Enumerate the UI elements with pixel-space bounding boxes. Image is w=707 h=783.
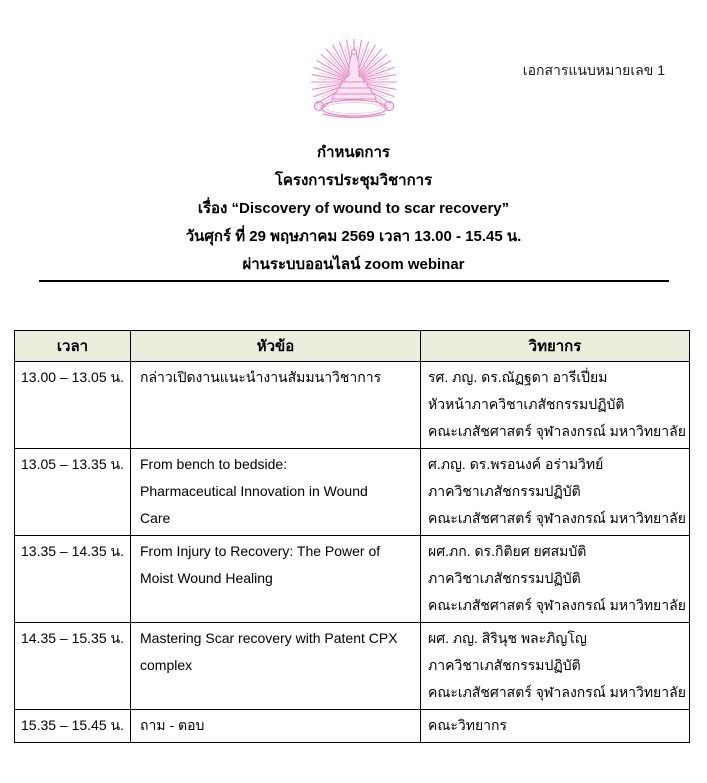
topic-cell	[131, 362, 421, 449]
speaker-cell-line: คณะเภสัชศาสตร์ จุฬาลงกรณ์ มหาวิทยาลัย	[428, 684, 686, 700]
time-cell	[15, 536, 131, 623]
time-cell-line: 13.05 – 13.35 น.	[21, 456, 124, 472]
column-header-speaker: วิทยากร	[421, 331, 690, 362]
topic-cell-line: Pharmaceutical Innovation in Wound	[140, 483, 368, 499]
topic-cell-line: Moist Wound Healing	[140, 570, 273, 586]
speaker-cell-line: ผศ.ภก. ดร.กิติยศ ยศสมบัติ	[428, 543, 587, 559]
speaker-cell-line: หัวหน้าภาควิชาเภสัชกรรมปฏิบัติ	[428, 396, 625, 412]
time-cell-line: 14.35 – 15.35 น.	[21, 630, 124, 646]
speaker-cell-line: ผศ. ภญ. สิรินุช พละภิญโญ	[428, 630, 587, 646]
topic-cell	[131, 710, 421, 743]
time-cell-line: 13.35 – 14.35 น.	[21, 543, 124, 559]
speaker-cell	[421, 362, 690, 449]
speaker-cell	[421, 710, 690, 743]
topic-cell-line: Care	[140, 510, 171, 526]
topic-cell-line: Mastering Scar recovery with Patent CPX	[140, 630, 398, 646]
time-cell-line: 15.35 – 15.45 น.	[21, 717, 124, 733]
table-row	[15, 449, 690, 536]
topic-cell-line: กล่าวเปิดงานแนะนำงานสัมมนาวิชาการ	[140, 369, 382, 385]
column-header-topic: หัวข้อ	[131, 331, 421, 362]
speaker-cell-line: ภาควิชาเภสัชกรรมปฏิบัติ	[428, 570, 581, 586]
speaker-cell-line: ภาควิชาเภสัชกรรมปฏิบัติ	[428, 657, 581, 673]
speaker-cell-line: คณะเภสัชศาสตร์ จุฬาลงกรณ์ มหาวิทยาลัย	[428, 510, 686, 526]
time-cell	[15, 623, 131, 710]
time-cell	[15, 449, 131, 536]
table-row	[15, 623, 690, 710]
document-page	[0, 36, 707, 783]
table-row	[15, 710, 690, 743]
title-line-subject: เรื่อง “Discovery of wound to scar recovery”	[197, 200, 510, 217]
table-row	[15, 362, 690, 449]
speaker-cell-line: คณะเภสัชศาสตร์ จุฬาลงกรณ์ มหาวิทยาลัย	[428, 597, 686, 613]
speaker-cell	[421, 623, 690, 710]
speaker-cell-line: ศ.ภญ. ดร.พรอนงค์ อร่ามวิทย์	[428, 456, 604, 472]
time-cell	[15, 710, 131, 743]
attachment-number-label: เอกสารแนบหมายเลข 1	[522, 62, 665, 78]
topic-cell	[131, 623, 421, 710]
title-line-platform: ผ่านระบบออนไลน์ zoom webinar	[242, 256, 465, 273]
speaker-cell-line: รศ. ภญ. ดร.ณัฏฐดา อารีเปี่ยม	[428, 369, 608, 385]
speaker-cell	[421, 536, 690, 623]
speaker-cell-line: ภาควิชาเภสัชกรรมปฏิบัติ	[428, 483, 581, 499]
time-cell-line: 13.00 – 13.05 น.	[21, 369, 124, 385]
table-row	[15, 536, 690, 623]
topic-cell	[131, 536, 421, 623]
speaker-cell-line: คณะวิทยากร	[428, 717, 508, 733]
topic-cell-line: ถาม - ตอบ	[140, 717, 205, 733]
speaker-cell-line: คณะเภสัชศาสตร์ จุฬาลงกรณ์ มหาวิทยาลัย	[428, 423, 686, 439]
title-line-project: โครงการประชุมวิชาการ	[274, 172, 433, 189]
topic-cell-line: From Injury to Recovery: The Power of	[140, 543, 381, 559]
schedule-table-body	[15, 362, 690, 743]
title-line-schedule: กำหนดการ	[317, 144, 390, 161]
university-phra-kiao-emblem-icon	[292, 36, 416, 136]
schedule-table-container	[14, 330, 707, 743]
column-header-time: เวลา	[15, 331, 131, 362]
speaker-cell	[421, 449, 690, 536]
table-header-row	[15, 331, 690, 362]
topic-cell-line: complex	[140, 657, 193, 673]
topic-cell	[131, 449, 421, 536]
horizontal-divider	[39, 280, 669, 282]
topic-cell-line: From bench to bedside:	[140, 456, 288, 472]
time-cell	[15, 362, 131, 449]
document-title-block	[0, 139, 707, 279]
schedule-table	[14, 330, 690, 743]
title-line-date-time: วันศุกร์ ที่ 29 พฤษภาคม 2569 เวลา 13.00 - 15.45 น.	[185, 228, 522, 245]
